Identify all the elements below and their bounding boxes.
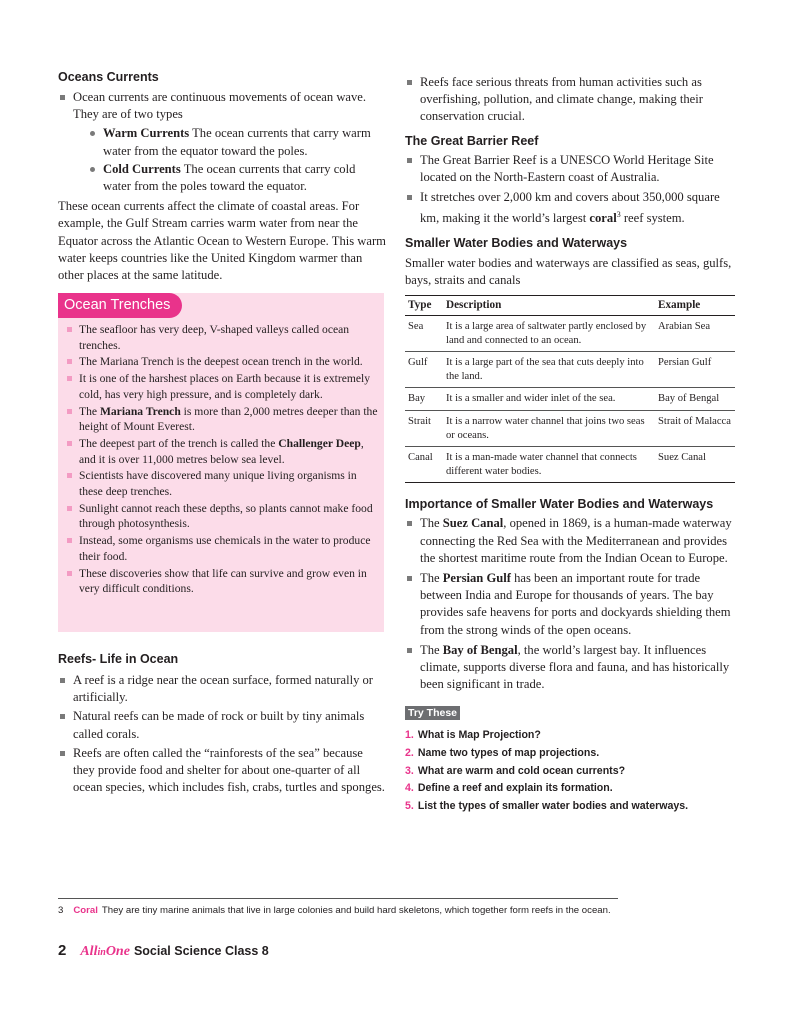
footnote-divider [58, 898, 618, 899]
table-row [405, 388, 735, 411]
text: The [79, 404, 100, 418]
try-these-section [405, 703, 735, 815]
list-item [66, 436, 378, 467]
question-number: 3. [405, 764, 414, 777]
mariana-trench-term: Mariana Trench [99, 404, 181, 418]
cold-currents-term: Cold Currents [103, 161, 181, 176]
list-item: Scientists have discovered many unique living organisms in these deep trenches. [66, 468, 378, 499]
table-header: Description [443, 296, 655, 316]
list-item [66, 404, 378, 435]
table-cell: Strait of Malacca [655, 410, 735, 446]
brand-in: in [97, 947, 106, 958]
table-cell: It is a man-made water channel that connects different water bodies. [443, 447, 655, 483]
table-cell: Persian Gulf [655, 352, 735, 388]
footnote-ref: 3 [616, 210, 621, 220]
table-cell: Gulf [405, 352, 443, 388]
question-text: List the types of smaller water bodies and waterways. [417, 799, 689, 812]
page-number: 2 [58, 942, 67, 959]
text: is more than 2,000 metres deeper than the height of Mount Everest. [79, 404, 378, 434]
ocean-currents-list [58, 89, 386, 195]
text: reef system. [620, 211, 685, 226]
coral-term: coral [589, 211, 617, 226]
text: , the world’s largest bay. It influences climate, supports diverse flora and fauna, and has historically been significant in trade. [420, 642, 730, 692]
brand-logo [80, 944, 130, 959]
table-row [405, 447, 735, 483]
table-row [405, 410, 735, 446]
reefs-threat-list [405, 74, 735, 126]
table-cell: Bay of Bengal [655, 388, 735, 411]
suez-canal-term: Suez Canal [442, 516, 504, 531]
ocean-trenches-title: Ocean Trenches [58, 293, 182, 318]
reefs-heading: Reefs- Life in Ocean [58, 652, 179, 666]
great-barrier-reef-heading: The Great Barrier Reef [405, 133, 539, 148]
list-item [405, 642, 735, 694]
text: The [420, 642, 443, 657]
list-item [405, 570, 735, 639]
table-row [405, 352, 735, 388]
brand-all: All [80, 944, 98, 959]
table-cell: Suez Canal [655, 447, 735, 483]
importance-list [405, 515, 735, 693]
bay-of-bengal-term: Bay of Bengal [442, 642, 518, 657]
list-item: Sunlight cannot reach these depths, so plants cannot make food through photosynthesis. [66, 501, 378, 532]
water-bodies-table [405, 295, 735, 483]
footnote-term: Coral [73, 905, 98, 916]
list-item [73, 161, 386, 195]
great-barrier-reef-list [405, 152, 735, 228]
text: has been an important route for trade between India and Europe for thousands of years. The bay provides safe heavens for ports and dockyards shielding them from the strong winds of the open oceans. [420, 570, 731, 637]
ocean-trenches-box [58, 293, 384, 632]
question-item [405, 727, 735, 745]
list-item [405, 515, 735, 567]
currents-intro: Ocean currents are continuous movements of ocean wave. They are of two types [73, 90, 367, 122]
question-item [405, 798, 735, 816]
challenger-deep-term: Challenger Deep [278, 436, 361, 450]
smaller-water-bodies-intro: Smaller water bodies and waterways are classified as seas, gulfs, bays, straits and canals [405, 255, 732, 287]
footnote [58, 905, 611, 916]
table-header: Example [655, 296, 735, 316]
right-column [405, 74, 735, 815]
list-item: The Great Barrier Reef is a UNESCO World Heritage Site located on the North-Eastern coast of Australia. [405, 152, 735, 186]
question-item [405, 745, 735, 763]
question-text: What are warm and cold ocean currents? [417, 764, 626, 777]
table-cell: It is a large part of the sea that cuts deeply into the land. [443, 352, 655, 388]
question-number: 2. [405, 746, 414, 759]
reefs-section [58, 652, 386, 796]
table-header-row [405, 296, 735, 316]
table-cell: It is a smaller and wider inlet of the sea. [443, 388, 655, 411]
list-item: The Mariana Trench is the deepest ocean trench in the world. [66, 354, 378, 370]
table-cell: Arabian Sea [655, 316, 735, 352]
question-text: Name two types of map projections. [417, 746, 600, 759]
smaller-water-bodies-heading: Smaller Water Bodies and Waterways [405, 235, 628, 250]
list-item [58, 89, 386, 195]
persian-gulf-term: Persian Gulf [442, 570, 511, 585]
cold-currents-text: The ocean currents that carry cold water from the poles toward the equator. [103, 161, 356, 194]
text: , and it is over 11,000 metres below sea level. [79, 436, 364, 466]
list-item: These discoveries show that life can survive and grow even in very difficult conditions. [66, 566, 378, 597]
text: , opened in 1869, is a human-made waterway connecting the Red Sea with the Mediterranean and provides the shortest maritime route from the Indian Ocean to Europe. [420, 516, 732, 565]
list-item: The seafloor has very deep, V-shaped valleys called ocean trenches. [66, 322, 378, 353]
footnote-number: 3 [58, 905, 64, 916]
brand-one: One [105, 944, 130, 959]
question-text: Define a reef and explain its formation. [417, 782, 613, 795]
book-title: Social Science Class 8 [133, 944, 269, 958]
ocean-currents-heading: Oceans Currents [58, 70, 159, 84]
current-types-list [73, 125, 386, 195]
list-item [73, 125, 386, 159]
table-cell: It is a large area of saltwater partly enclosed by land and connected to an ocean. [443, 316, 655, 352]
footnote-text: They are tiny marine animals that live in large colonies and build hard skeletons, which together form reefs in the ocean. [101, 905, 611, 916]
try-these-questions [405, 727, 735, 815]
table-header: Type [405, 296, 443, 316]
text: The [420, 516, 443, 531]
list-item: Instead, some organisms use chemicals in the water to produce their food. [66, 533, 378, 564]
question-text: What is Map Projection? [417, 729, 541, 742]
text: The deepest part of the trench is called the [79, 436, 279, 450]
question-item [405, 780, 735, 798]
currents-paragraph: These ocean currents affect the climate of coastal areas. For example, the Gulf Stream carries warm water from near the Equator across the Atlantic Ocean to Western Europe. This warm water keeps countries like the United Kingdom warmer than other places at the same latitude. [58, 199, 386, 283]
list-item: Reefs are often called the “rainforests of the sea” because they provide food and shelter for about one-quarter of all ocean species, which includes fish, crabs, turtles and sponges. [58, 745, 386, 797]
page-footer [58, 942, 269, 960]
table-cell: It is a narrow water channel that joins two seas or oceans. [443, 410, 655, 446]
reefs-list [58, 672, 386, 796]
table-row [405, 316, 735, 352]
list-item: It is one of the harshest places on Earth because it is extremely cold, has very high pressure, and is completely dark. [66, 371, 378, 402]
warm-currents-term: Warm Currents [103, 126, 190, 141]
table-cell: Strait [405, 410, 443, 446]
text: The [420, 570, 443, 585]
question-number: 4. [405, 782, 414, 795]
table-cell: Sea [405, 316, 443, 352]
left-column [58, 70, 386, 284]
question-item [405, 763, 735, 781]
list-item: A reef is a ridge near the ocean surface, formed naturally or artificially. [58, 672, 386, 706]
warm-currents-text: The ocean currents that carry warm water from the equator toward the poles. [103, 126, 371, 158]
list-item: Reefs face serious threats from human activities such as overfishing, pollution, and climate change, making their conservation crucial. [405, 74, 735, 126]
ocean-trenches-list [66, 322, 378, 598]
question-number: 1. [405, 729, 414, 742]
try-these-badge: Try These [405, 706, 460, 720]
question-number: 5. [405, 799, 414, 812]
table-cell: Bay [405, 388, 443, 411]
list-item: Natural reefs can be made of rock or built by tiny animals called corals. [58, 708, 386, 742]
list-item [405, 189, 735, 228]
text: It stretches over 2,000 km and covers about 350,000 square km, making it the world’s largest [420, 190, 720, 226]
importance-heading: Importance of Smaller Water Bodies and Waterways [405, 497, 714, 512]
table-cell: Canal [405, 447, 443, 483]
